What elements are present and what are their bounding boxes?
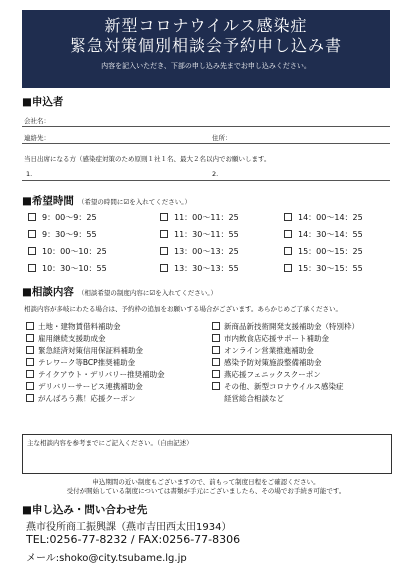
checkbox[interactable] xyxy=(160,247,168,255)
time-slot-option[interactable] xyxy=(160,246,239,257)
topic-label: オンライン営業推進補助金 xyxy=(224,346,314,355)
topic-label: 新商品新技術開発支援補助金（特別枠） xyxy=(224,322,359,331)
applicant-heading: ■申込者 xyxy=(22,96,64,108)
time-slot-label: 15：00～15：25 xyxy=(298,247,363,256)
time-slot-label: 14：00～14：25 xyxy=(298,213,363,222)
checkbox[interactable] xyxy=(26,382,34,390)
checkbox[interactable] xyxy=(212,322,220,330)
checkbox[interactable] xyxy=(284,230,292,238)
topic-label: 経営総合相談など xyxy=(224,394,284,403)
topic-option[interactable] xyxy=(212,381,344,392)
attendee-note: 当日出席になる方（感染症対策のため原則１社１名、最大２名以内でお願いします。 xyxy=(24,155,271,163)
topic-label: テイクアウト・デリバリー推奨補助金 xyxy=(38,370,165,379)
time-slot-option[interactable] xyxy=(160,229,239,240)
contact-label: 連絡先： xyxy=(24,134,50,142)
company-label: 会社名： xyxy=(24,117,50,125)
checkbox[interactable] xyxy=(26,322,34,330)
time-heading xyxy=(22,193,191,208)
topic-label: 感染予防対策施設整備補助金 xyxy=(224,358,322,367)
checkbox[interactable] xyxy=(28,247,36,255)
topic-option[interactable] xyxy=(212,369,321,380)
time-slot-label: 14：30～14：55 xyxy=(298,230,363,239)
checkbox[interactable] xyxy=(212,346,220,354)
checkbox[interactable] xyxy=(160,230,168,238)
checkbox[interactable] xyxy=(212,370,220,378)
contact-tel-fax: TEL:0256-77-8232 / FAX:0256-77-8306 xyxy=(26,533,241,546)
topic-label: 土地・建物賃借料補助金 xyxy=(38,322,121,331)
topic-option[interactable] xyxy=(26,381,143,392)
checkbox[interactable] xyxy=(284,213,292,221)
free-description-label: 主な相談内容を参考までにご記入ください。（自由記述） xyxy=(27,439,193,447)
topic-option[interactable] xyxy=(212,345,314,356)
time-slot-label: 10：00～10：25 xyxy=(42,247,107,256)
topic-option[interactable] xyxy=(26,321,121,332)
time-slot-option[interactable] xyxy=(28,212,97,223)
time-slot-label: 15：30～15：55 xyxy=(298,264,363,273)
contact-org: 燕市役所商工振興課（燕市吉田西太田1934） xyxy=(26,522,232,533)
topic-option[interactable] xyxy=(212,357,322,368)
checkbox[interactable] xyxy=(26,394,34,402)
content-heading-text: ■相談内容 xyxy=(22,286,74,298)
checkbox[interactable] xyxy=(160,264,168,272)
form-title-line2: 緊急対策個別相談会予約申し込み書 xyxy=(69,36,342,55)
attendee-1: 1. xyxy=(26,170,33,178)
checkbox[interactable] xyxy=(26,346,34,354)
topic-option[interactable] xyxy=(26,345,143,356)
time-slot-label: 9：30～9：55 xyxy=(42,230,97,239)
topic-option[interactable] xyxy=(26,369,165,380)
footnote-2: 受付が開始している制度については書類が手元にございましたら、その場でお手続き可能です。 xyxy=(66,487,346,495)
topic-option[interactable] xyxy=(212,321,359,332)
topic-label: がんばろう燕！応援クーポン xyxy=(38,394,136,403)
header-note: 内容を記入いただき、下部の申し込み先までお申し込みください。 xyxy=(101,62,311,70)
topic-label: テレワーク等BCP推奨補助金 xyxy=(38,358,136,367)
time-heading-text: ■希望時間 xyxy=(22,195,74,207)
checkbox[interactable] xyxy=(212,334,220,342)
content-heading-sub: （相談希望の制度内容に☑を入れてください。） xyxy=(77,289,217,297)
contact-mail: メール:shoko@city.tsubame.lg.jp xyxy=(26,553,187,564)
topic-option[interactable] xyxy=(212,333,329,344)
checkbox[interactable] xyxy=(284,264,292,272)
attendee-2: 2. xyxy=(212,170,219,178)
time-slot-option[interactable] xyxy=(284,229,363,240)
topic-option[interactable] xyxy=(26,333,106,344)
topic-option[interactable] xyxy=(26,393,136,404)
contact-heading: ■申し込み・問い合わせ先 xyxy=(22,504,148,516)
topic-label: 燕応援フェニックスクーポン xyxy=(224,370,321,379)
time-slot-label: 9：00～9：25 xyxy=(42,213,97,222)
time-slot-option[interactable] xyxy=(160,263,239,274)
topic-label: 緊急経済対策信用保証料補助金 xyxy=(38,346,143,355)
time-slot-option[interactable] xyxy=(28,263,107,274)
time-slot-option[interactable] xyxy=(284,246,363,257)
time-slot-label: 10：30～10：55 xyxy=(42,264,107,273)
time-slot-option[interactable] xyxy=(28,229,97,240)
time-slot-label: 13：30～13：55 xyxy=(174,264,239,273)
checkbox[interactable] xyxy=(160,213,168,221)
company-line[interactable] xyxy=(22,126,390,127)
time-slot-label: 13：00～13：25 xyxy=(174,247,239,256)
time-slot-label: 11：00～11：25 xyxy=(174,213,239,222)
topic-label: デリバリーサービス連携補助金 xyxy=(38,382,143,391)
topic-label: 市内飲食店応援サポート補助金 xyxy=(224,334,329,343)
checkbox[interactable] xyxy=(212,382,220,390)
time-slot-option[interactable] xyxy=(28,246,107,257)
time-slot-option[interactable] xyxy=(160,212,239,223)
free-description-box[interactable] xyxy=(22,434,392,474)
contact-address-line[interactable] xyxy=(22,143,390,144)
form-header xyxy=(22,10,390,88)
attendee-line[interactable] xyxy=(22,180,390,181)
checkbox[interactable] xyxy=(28,264,36,272)
checkbox[interactable] xyxy=(26,334,34,342)
topic-option xyxy=(212,393,284,404)
checkbox[interactable] xyxy=(284,247,292,255)
time-heading-sub: （希望の時間に☑を入れてください。） xyxy=(77,198,191,206)
checkbox[interactable] xyxy=(26,370,34,378)
time-slot-option[interactable] xyxy=(284,263,363,274)
topic-label: 雇用継続支援助成金 xyxy=(38,334,106,343)
checkbox[interactable] xyxy=(212,358,220,366)
content-note: 相談内容が多岐にわたる場合は、予約枠の追加をお願いする場合がございます。あらかじめご了承ください。 xyxy=(24,305,342,313)
form-title-line1: 新型コロナウイルス感染症 xyxy=(104,16,308,35)
checkbox[interactable] xyxy=(28,230,36,238)
checkbox[interactable] xyxy=(26,358,34,366)
topic-label: その他、新型コロナウイルス感染症 xyxy=(224,382,344,391)
time-slot-option[interactable] xyxy=(284,212,363,223)
topic-option[interactable] xyxy=(26,357,135,368)
content-heading xyxy=(22,284,217,299)
address-label: 住所： xyxy=(212,134,232,142)
checkbox[interactable] xyxy=(28,213,36,221)
footnote-1: 申込期間の近い制度もございますので、前もって制度日程をご確認ください。 xyxy=(92,478,320,486)
time-slot-label: 11：30～11：55 xyxy=(174,230,239,239)
